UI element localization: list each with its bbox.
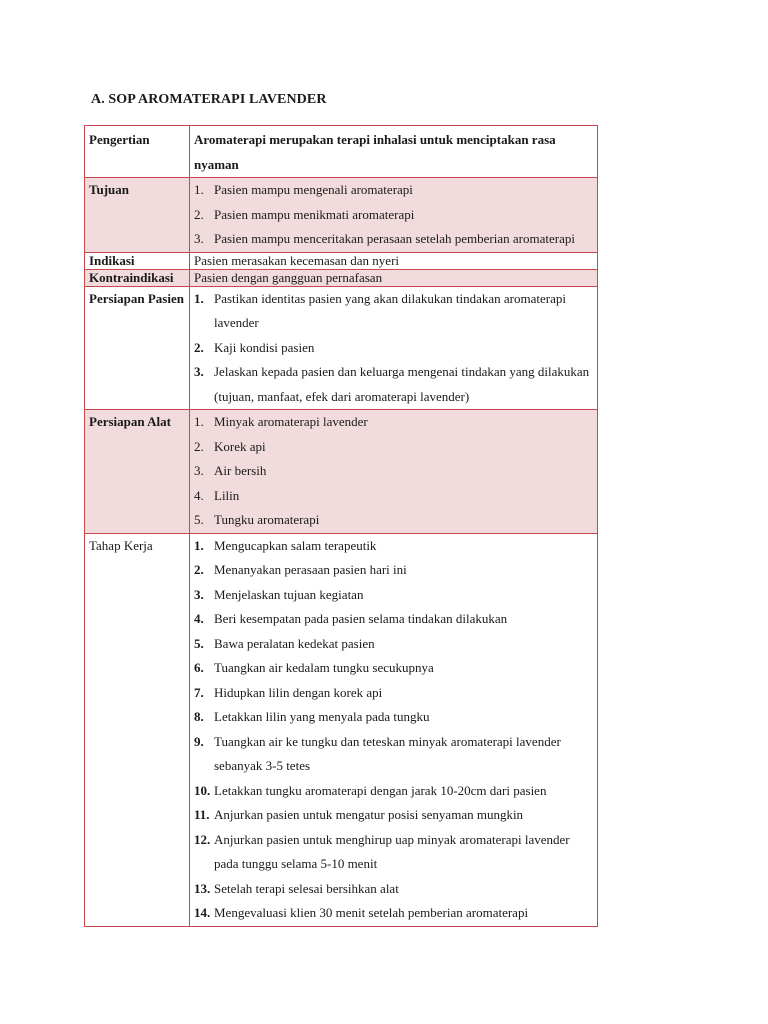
list-item-number: 7.: [194, 684, 204, 700]
list-item: [194, 607, 593, 632]
list-item: [194, 484, 593, 509]
list-item-number: 1.: [194, 182, 204, 197]
list-item-text: Mengevaluasi klien 30 menit setelah pemberian aromaterapi: [214, 905, 529, 920]
list-item: [194, 632, 593, 657]
list-item-number: 4.: [194, 487, 204, 503]
list-item: [194, 656, 593, 681]
list-item-number: 10.: [194, 782, 211, 798]
list-item-text: Kaji kondisi pasien: [214, 339, 315, 355]
row-pengertian: [85, 126, 598, 178]
list-item-number: 4.: [194, 611, 204, 626]
list-item-number: 3.: [194, 364, 204, 379]
list-item: [194, 901, 593, 926]
list-item-number: 1.: [194, 290, 204, 306]
list-item-text: Letakkan lilin yang menyala pada tungku: [214, 709, 430, 724]
list-item-text: Anjurkan pasien untuk menghirup uap minyak aromaterapi lavender pada tunggu selama 5-10 menit: [214, 831, 570, 871]
persiapan-pasien-list: [194, 287, 593, 410]
list-item-text: Menjelaskan tujuan kegiatan: [214, 586, 364, 602]
list-item-number: 1.: [194, 537, 204, 553]
list-item: [194, 435, 593, 460]
sop-table: [84, 125, 598, 927]
list-item-text: Menanyakan perasaan pasien hari ini: [214, 562, 407, 577]
label-kontraindikasi: Kontraindikasi: [85, 269, 190, 286]
list-item: [194, 534, 593, 559]
list-item-text: Pasien mampu mengenali aromaterapi: [214, 182, 413, 197]
list-item: [194, 508, 593, 533]
list-item-number: 1.: [194, 414, 204, 429]
document-title: A. SOP AROMATERAPI LAVENDER: [91, 92, 327, 107]
list-item: [194, 730, 593, 779]
list-item-text: Korek api: [214, 438, 266, 454]
row-kontraindikasi: [85, 269, 598, 286]
row-tujuan: [85, 178, 598, 253]
row-indikasi: [85, 252, 598, 269]
list-item-number: 2.: [194, 339, 204, 355]
value-indikasi: Pasien merasakan kecemasan dan nyeri: [190, 252, 598, 269]
list-item-text: Anjurkan pasien untuk mengatur posisi senyaman mungkin: [214, 807, 524, 822]
list-item-number: 3.: [194, 586, 204, 602]
list-item: [194, 178, 593, 203]
list-item-text: Pasien mampu menceritakan perasaan setelah pemberian aromaterapi: [214, 231, 575, 246]
list-item-number: 9.: [194, 733, 204, 749]
list-item: [194, 459, 593, 484]
list-item: [194, 360, 593, 409]
list-item-text: Minyak aromaterapi lavender: [214, 414, 368, 429]
tujuan-list: [194, 178, 593, 252]
list-item-number: 2.: [194, 438, 204, 454]
list-item-text: Tuangkan air ke tungku dan teteskan minyak aromaterapi lavender sebanyak 3-5 tetes: [214, 733, 561, 773]
list-item-text: Lilin: [214, 487, 240, 503]
label-indikasi: Indikasi: [85, 252, 190, 269]
list-item: [194, 779, 593, 804]
list-item-text: Hidupkan lilin dengan korek api: [214, 684, 383, 700]
list-item: [194, 287, 593, 336]
label-pengertian: Pengertian: [85, 126, 190, 178]
list-item-number: 2.: [194, 206, 204, 222]
list-item-text: Tuangkan air kedalam tungku secukupnya: [214, 660, 434, 675]
row-persiapan-alat: [85, 410, 598, 534]
list-item-text: Beri kesempatan pada pasien selama tindakan dilakukan: [214, 611, 508, 626]
list-item: [194, 558, 593, 583]
tahap-kerja-list: [194, 534, 593, 926]
label-persiapan-pasien: Persiapan Pasien: [85, 286, 190, 410]
value-persiapan-alat: [190, 410, 598, 534]
value-persiapan-pasien: [190, 286, 598, 410]
list-item-text: Mengucapkan salam terapeutik: [214, 537, 377, 553]
list-item: [194, 681, 593, 706]
value-kontraindikasi: Pasien dengan gangguan pernafasan: [190, 269, 598, 286]
list-item-text: Jelaskan kepada pasien dan keluarga mengenai tindakan yang dilakukan (tujuan, manfaat, efek dari aromaterapi lavender): [214, 364, 590, 404]
list-item: [194, 336, 593, 361]
list-item-text: Pastikan identitas pasien yang akan dilakukan tindakan aromaterapi lavender: [214, 290, 566, 330]
list-item: [194, 583, 593, 608]
list-item-number: 3.: [194, 231, 204, 246]
list-item-number: 11.: [194, 807, 210, 822]
list-item-number: 3.: [194, 463, 204, 478]
list-item: [194, 828, 593, 877]
list-item-number: 13.: [194, 880, 211, 896]
list-item-text: Bawa peralatan kedekat pasien: [214, 635, 375, 651]
list-item-number: 14.: [194, 905, 211, 920]
list-item-number: 2.: [194, 562, 204, 577]
list-item-number: 8.: [194, 709, 204, 724]
value-tahap-kerja: [190, 533, 598, 926]
value-pengertian: Aromaterapi merupakan terapi inhalasi untuk menciptakan rasa nyaman: [190, 126, 598, 178]
list-item: [194, 410, 593, 435]
persiapan-alat-list: [194, 410, 593, 533]
list-item-number: 5.: [194, 635, 204, 651]
list-item: [194, 705, 593, 730]
label-tahap-kerja: Tahap Kerja: [85, 533, 190, 926]
list-item-number: 6.: [194, 660, 204, 675]
label-persiapan-alat: Persiapan Alat: [85, 410, 190, 534]
list-item: [194, 803, 593, 828]
row-persiapan-pasien: [85, 286, 598, 410]
list-item-number: 5.: [194, 512, 204, 527]
list-item: [194, 227, 593, 252]
row-tahap-kerja: [85, 533, 598, 926]
value-tujuan: [190, 178, 598, 253]
label-tujuan: Tujuan: [85, 178, 190, 253]
list-item-text: Letakkan tungku aromaterapi dengan jarak 10-20cm dari pasien: [214, 782, 547, 798]
list-item-text: Setelah terapi selesai bersihkan alat: [214, 880, 399, 896]
list-item-text: Pasien mampu menikmati aromaterapi: [214, 206, 415, 222]
list-item-number: 12.: [194, 831, 211, 847]
list-item: [194, 877, 593, 902]
list-item: [194, 203, 593, 228]
list-item-text: Tungku aromaterapi: [214, 512, 320, 527]
list-item-text: Air bersih: [214, 463, 267, 478]
